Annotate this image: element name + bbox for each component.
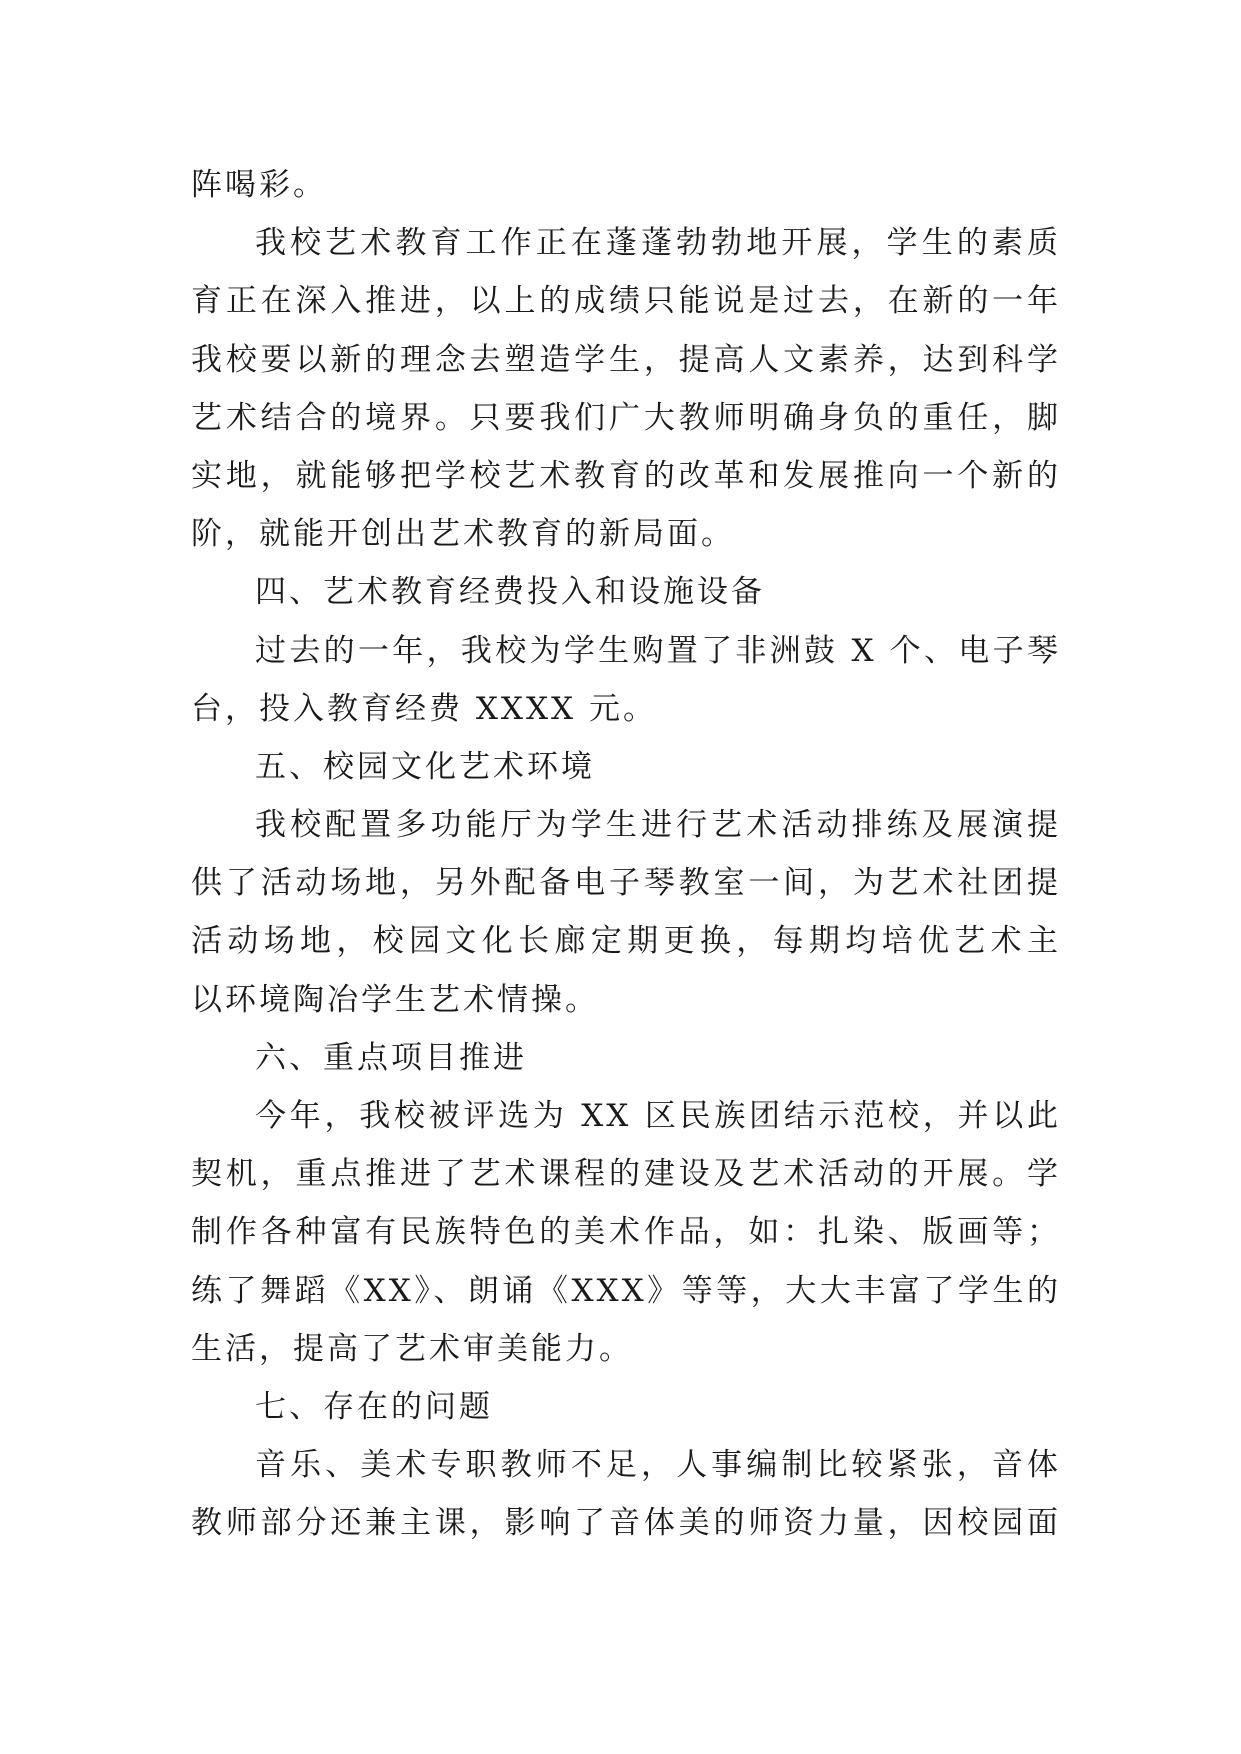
section-heading: 五、校园文化艺术环境 — [255, 748, 595, 785]
text-line: 练了舞蹈《XX》、朗诵《XXX》等等，大大丰富了学生的 — [191, 1272, 1061, 1309]
section-heading: 七、存在的问题 — [255, 1388, 493, 1425]
text-line: 阵喝彩。 — [191, 167, 327, 203]
text-line: 活动场地，校园文化长廊定期更换，每期均培优艺术主 — [191, 923, 1061, 960]
text-line: 以环境陶冶学生艺术情操。 — [191, 981, 599, 1018]
paragraph-first-line: 我校配置多功能厅为学生进行艺术活动排练及展演提 — [255, 807, 1061, 844]
text-line: 台，投入教育经费 XXXX 元。 — [191, 690, 657, 727]
text-line: 供了活动场地，另外配备电子琴教室一间，为艺术社团提 — [191, 865, 1061, 902]
section-heading: 四、艺术教育经费投入和设施设备 — [255, 574, 765, 611]
paragraph-first-line: 过去的一年，我校为学生购置了非洲鼓 X 个、电子琴 — [255, 632, 1061, 669]
text-line: 阶，就能开创出艺术教育的新局面。 — [191, 516, 735, 553]
paragraph-first-line: 音乐、美术专职教师不足，人事编制比较紧张，音体 — [255, 1447, 1061, 1484]
text-line: 教师部分还兼主课，影响了音体美的师资力量，因校园面 — [191, 1505, 1061, 1542]
text-line: 实地，就能够把学校艺术教育的改革和发展推向一个新的 — [191, 457, 1061, 494]
paragraph-first-line: 我校艺术教育工作正在蓬蓬勃勃地开展，学生的素质 — [255, 225, 1061, 262]
document-body — [191, 156, 1061, 1553]
text-line: 艺术结合的境界。只要我们广大教师明确身负的重任，脚 — [191, 399, 1061, 436]
text-line: 制作各种富有民族特色的美术作品，如：扎染、版画等； — [191, 1214, 1061, 1251]
paragraph-first-line: 今年，我校被评选为 XX 区民族团结示范校，并以此 — [255, 1098, 1061, 1134]
text-line: 生活，提高了艺术审美能力。 — [191, 1330, 633, 1367]
text-line: 我校要以新的理念去塑造学生，提高人文素养，达到科学 — [191, 341, 1061, 378]
section-heading: 六、重点项目推进 — [255, 1039, 527, 1076]
text-line: 育正在深入推进，以上的成绩只能说是过去，在新的一年 — [191, 283, 1061, 320]
text-line: 契机，重点推进了艺术课程的建设及艺术活动的开展。学 — [191, 1156, 1061, 1193]
